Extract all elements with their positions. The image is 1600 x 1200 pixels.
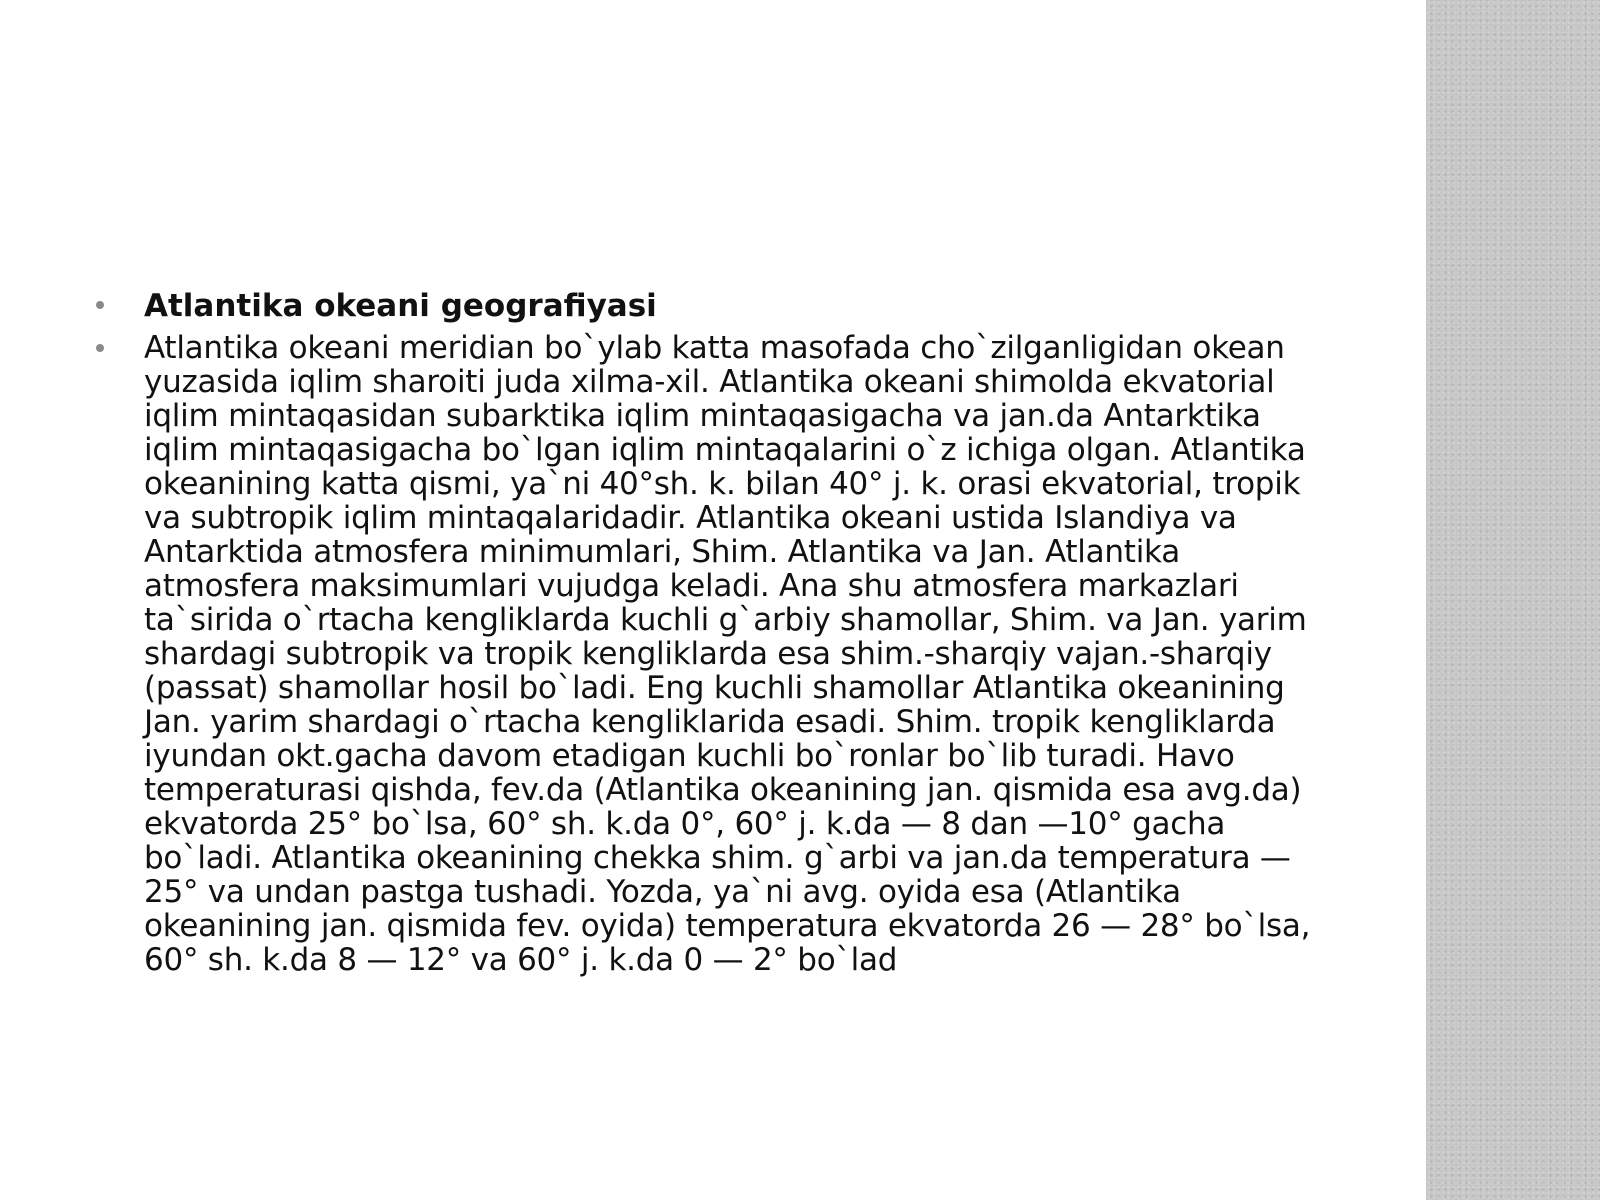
bullet-item-body <box>90 331 1340 977</box>
bullet-list <box>90 288 1340 977</box>
slide-content <box>90 288 1340 983</box>
decorative-side-panel <box>1426 0 1600 1200</box>
bullet-item-heading <box>90 288 1340 325</box>
slide-heading: Atlantika okeani geografiyasi <box>144 288 657 324</box>
slide-body-text: Atlantika okeani meridian bo`ylab katta masofada cho`zilganligidan okean yuzasida iqlim sharoiti juda xilma-xil. Atlantika okeani shimolda ekvatorial iqlim mintaqasidan subarktika iqlim mintaqasigacha va jan.da Antarktika iqlim mintaqasigacha bo`lgan iqlim mintaqalarini o`z ichiga olgan. Atlantika okeanining katta qismi, ya`ni 40°sh. k. bilan 40° j. k. orasi ekvatorial, tropik va subtropik iqlim mintaqalaridadir. Atlantika okeani ustida Islandiya va Antarktida atmosfera minimumlari, Shim. Atlantika va Jan. Atlantika atmosfera maksimumlari vujudga keladi. Ana shu atmosfera markazlari ta`sirida o`rtacha kengliklarda kuchli g`arbiy shamollar, Shim. va Jan. yarim shardagi subtropik va tropik kengliklarda esa shim.-sharqiy vajan.-sharqiy (passat) shamollar hosil bo`ladi. Eng kuchli shamollar Atlantika okeanining Jan. yarim shardagi o`rtacha kengliklarida esadi. Shim. tropik kengliklarda iyundan okt.gacha davom etadigan kuchli bo`ronlar bo`lib turadi. Havo temperaturasi qishda, fev.da (Atlantika okeanining jan. qismida esa avg.da) ekvatorda 25° bo`lsa, 60° sh. k.da 0°, 60° j. k.da — 8 dan —10° gacha bo`ladi. Atlantika okeanining chekka shim. g`arbi va jan.da temperatura — 25° va undan pastga tushadi. Yozda, ya`ni avg. oyida esa (Atlantika okeanining jan. qismida fev. oyida) temperatura ekvatorda 26 — 28° bo`lsa, 60° sh. k.da 8 — 12° va 60° j. k.da 0 — 2° bo`lad <box>144 329 1311 978</box>
bullet-dot-icon <box>96 301 104 309</box>
bullet-dot-icon <box>96 344 104 352</box>
